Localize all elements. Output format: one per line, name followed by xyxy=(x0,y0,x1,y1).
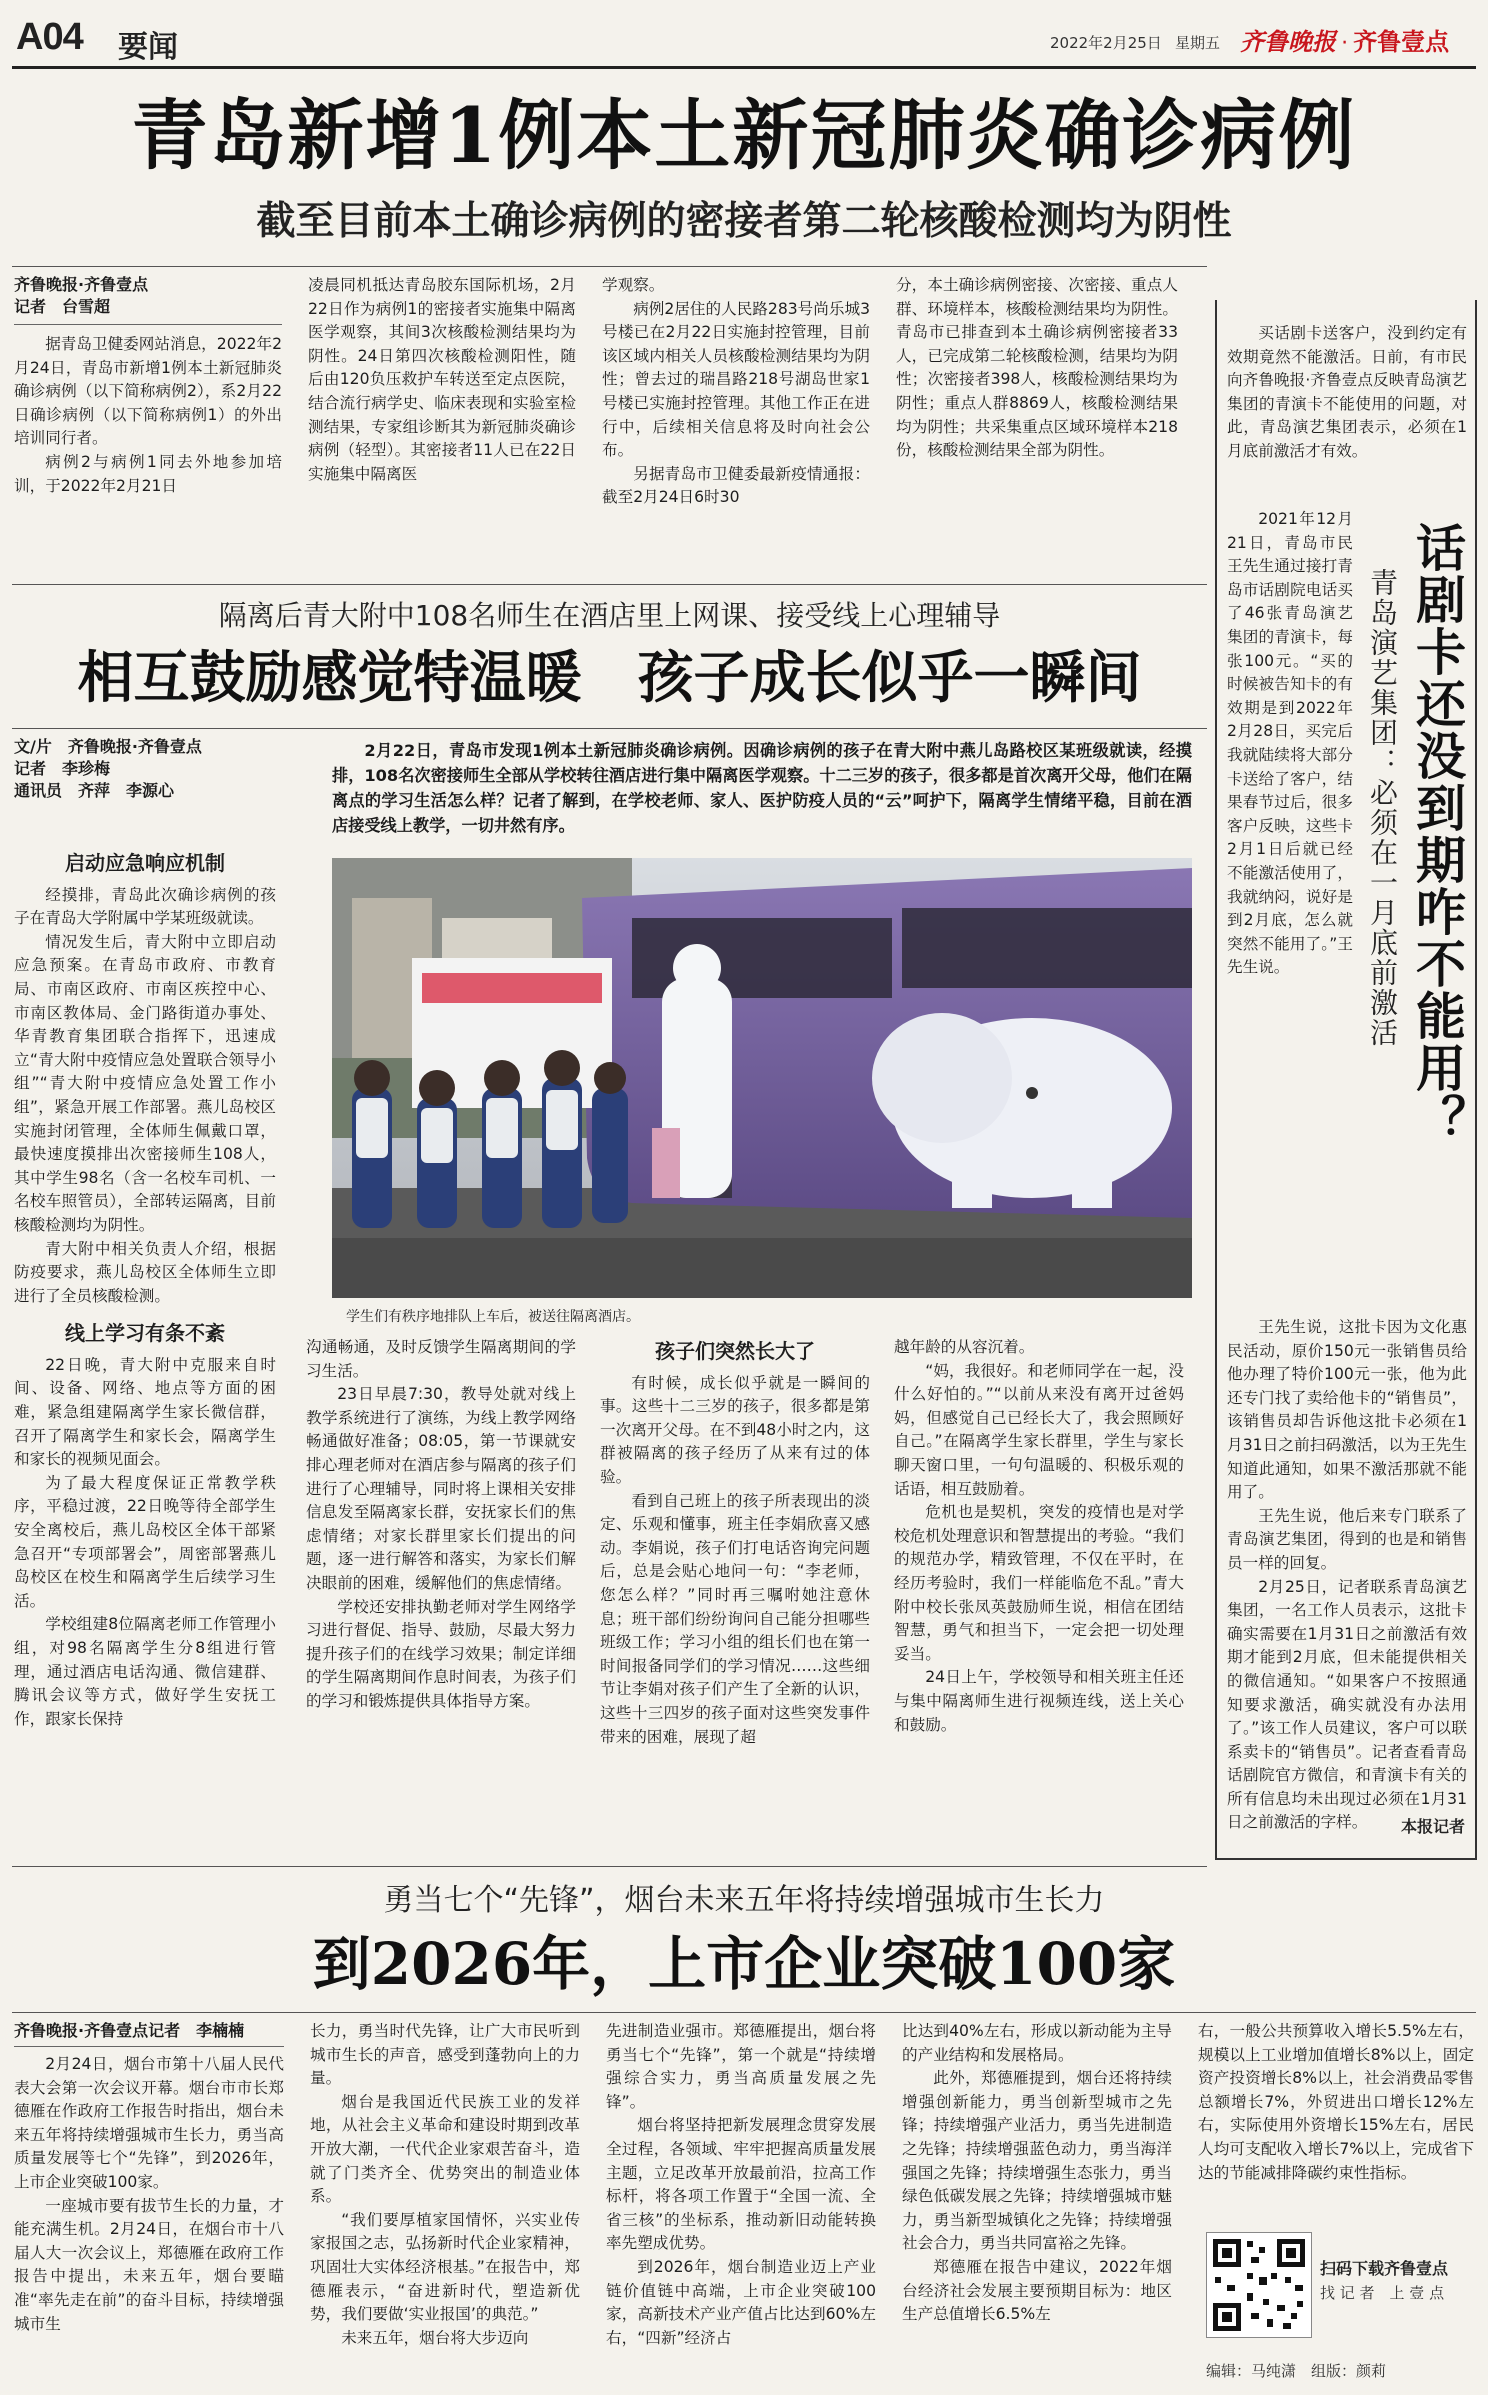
section-subhead: 线上学习有条不紊 xyxy=(65,1321,225,1346)
story3-headline: 到2026年，上市企业突破100家 xyxy=(312,1930,1176,1998)
paragraph: 学校组建8位隔离老师工作管理小组，对98名隔离学生分8组进行管理，通过酒店电话沟通、微信建群、腾讯会议等方式，做好学生安抚工作，跟家长保持 xyxy=(14,1615,276,1728)
story2-column-4 xyxy=(894,1336,1184,1856)
story3-column-2 xyxy=(310,2020,580,2392)
qr-code[interactable] xyxy=(1206,2232,1312,2338)
story3-column-5 xyxy=(1198,2020,1474,2200)
sidebar-intro xyxy=(1227,322,1467,502)
editor-credits: 编辑：马纯潇 组版：颜莉 xyxy=(1206,2362,1387,2380)
paragraph: 一座城市要有拔节生长的力量，才能充满生机。2月24日，在烟台市十八届人大一次会议上，郑德雁在政府工作报告中提出，未来五年，烟台要瞄准“率先走在前”的奋斗目标，持续增强城市生 xyxy=(14,2196,284,2333)
story1-top-rule xyxy=(12,266,1207,267)
paragraph: 郑德雁在报告中建议，2022年烟台经济社会发展主要预期目标为：地区生产总值增长6.5%左 xyxy=(902,2257,1172,2324)
paragraph: 为了最大程度保证正常教学秩序，平稳过渡，22日晚等待全部学生安全离校后，燕儿岛校区全体干部紧急召开“专项部署会”，周密部署燕儿岛校区在校生和隔离学生后续学习生活。 xyxy=(14,1473,276,1610)
paragraph: 情况发生后，青大附中立即启动应急预案。在青岛市政府、市教育局、市南区政府、市南区疾控中心、市南区教体局、金门路街道办事处、华青教育集团联合指挥下，迅速成立“青大附中疫情应急处置联合领导小组”“青大附中疫情应急处置工作小组”，紧急开展工作部署。燕儿岛校区实施封闭管理，全体师生佩戴口罩，最快速度摸排出次密接师生108人，其中学生98名（含一名校车司机、一名校车照管员），全部转运隔离，目前核酸检测均为阴性。 xyxy=(14,932,276,1234)
paragraph: 病例2居住的人民路283号尚乐城3号楼已在2月22日实施封控管理，目前该区域内相关人员核酸检测结果均为阴性；曾去过的瑞昌路218号湖岛世家1号楼已实施封控管理。其他工作正在进行中，后续相关信息将及时向社会公布。 xyxy=(602,299,870,460)
story2-kicker: 隔离后青大附中108名师生在酒店里上网课、接受线上心理辅导 xyxy=(218,599,1001,632)
paragraph: 另据青岛市卫健委最新疫情通报：截至2月24日6时30 xyxy=(602,464,870,507)
story1-column-4 xyxy=(896,274,1178,574)
page-number: A04 xyxy=(16,16,83,58)
paragraph: 先进制造业强市。郑德雁提出，烟台将勇当七个“先锋”，第一个就是“持续增强综合实力，勇当高质量发展之先锋”。 xyxy=(606,2022,876,2111)
paragraph: 比达到40%左右，形成以新动能为主导的产业结构和发展格局。 xyxy=(902,2022,1172,2064)
lead-paragraph: 2月22日，青岛市发现1例本土新冠肺炎确诊病例。因确诊病例的孩子在青大附中燕儿岛路校区某班级就读，经摸排，108名次密接师生全部从学校转往酒店进行集中隔离医学观察。十二三岁的孩子，很多都是首次离开父母，他们在隔离点的学习生活怎么样？记者了解到，在学校老师、家人、医护防疫人员的“云”呵护下，隔离学生情绪平稳，目前在酒店接受线上教学，一切井然有序。 xyxy=(332,741,1192,835)
paragraph: 此外，郑德雁提到，烟台还将持续增强创新能力，勇当创新型城市之先锋；持续增强产业活力，勇当先进制造之先锋；持续增强蓝色动力，勇当海洋强国之先锋；持续增强生态张力，勇当绿色低碳发展之先锋；持续增强城市魅力，勇当新型城镇化之先锋；持续增强社会合力，勇当共同富裕之先锋。 xyxy=(902,2069,1172,2253)
paragraph: 凌晨同机抵达青岛胶东国际机场，2月22日作为病例1的密接者实施集中隔离医学观察，其间3次核酸检测结果均为阴性。24日第四次核酸检测阳性，随后由120负压救护车转送至定点医院，结合流行病学史、临床表现和实验室检测结果，专家组诊断其为新冠肺炎确诊病例（轻型）。其密接者11人已在22日实施集中隔离医 xyxy=(308,276,576,483)
paragraph: 未来五年，烟台将大步迈向 xyxy=(341,2328,529,2347)
brand-name-2: 齐鲁壹点 xyxy=(1353,28,1450,56)
paragraph: “我们要厚植家国情怀，兴实业传家报国之志，弘扬新时代企业家精神，巩固壮大实体经济根基。”在报告中，郑德雁表示，“奋进新时代，塑造新优势，我们要做‘实业报国’的典范。” xyxy=(310,2210,580,2324)
story3-top-rule xyxy=(12,2012,1476,2013)
paragraph: 沟通畅通，及时反馈学生隔离期间的学习生活。 xyxy=(306,1338,576,1380)
story2-byline xyxy=(14,736,314,802)
section-subhead: 孩子们突然长大了 xyxy=(655,1339,815,1363)
paragraph: 分，本土确诊病例密接、次密接、重点人群、环境样本，核酸检测结果均为阴性。青岛市已排查到本土确诊病例密接者33人，已完成第二轮核酸检测，结果均为阴性；次密接者398人，核酸检测结果均为阴性；重点人群8869人，核酸检测结果均为阴性；共采集重点区域环境样本218份，核酸检测结果全部为阴性。 xyxy=(896,276,1178,460)
brand-name-1: 齐鲁晚报 xyxy=(1240,27,1336,56)
story2-photo xyxy=(332,858,1192,1298)
paragraph: 学校还安排执勤老师对学生网络学习进行督促、指导、鼓励，尽最大努力提升孩子们的在线学习效果；制定详细的学生隔离期间作息时间表，为孩子们的学习和锻炼提供具体指导方案。 xyxy=(306,1597,576,1710)
story2-headline: 相互鼓励感觉特温暖 孩子成长似乎一瞬间 xyxy=(77,645,1142,711)
paragraph: 学观察。 xyxy=(602,276,665,294)
bus-photo-illustration xyxy=(332,858,1192,1298)
sidebar-headline: 话剧卡还没到期咋不能用？ xyxy=(1408,522,1467,1146)
paragraph: 2月24日，烟台市第十八届人民代表大会第一次会议开幕。烟台市市长郑德雁在作政府工作报告时指出，烟台未来五年将持续增强城市生长力，勇当高质量发展等七个“先锋”，到2026年，上市企业突破100家。 xyxy=(14,2055,284,2191)
byline-line: 记者 李珍梅 xyxy=(14,759,111,778)
paragraph: 王先生说，这批卡因为文化惠民活动，原价150元一张销售员给他办理了特价100元一张，他为此还专门找了卖给他卡的“销售员”，该销售员却告诉他这批卡必须在1月31日之前扫码激活，以为王先生知道此通知，如果不激活那就不能用了。 xyxy=(1227,1318,1467,1502)
masthead-rule xyxy=(12,66,1476,69)
story2-top-rule xyxy=(12,728,1207,729)
paragraph: 22日晚，青大附中克服来自时间、设备、网络、地点等方面的困难，紧急组建隔离学生家长微信群，召开了隔离学生和家长会，隔离学生和家长的视频见面会。 xyxy=(14,1355,276,1469)
story1-headline: 青岛新增1例本土新冠肺炎确诊病例 xyxy=(131,91,1357,180)
issue-date: 2022年2月25日 xyxy=(1050,34,1162,52)
paragraph: 经摸排，青岛此次确诊病例的孩子在青岛大学附属中学某班级就读。 xyxy=(14,885,276,928)
paragraph: 有时候，成长似乎就是一瞬间的事。这些十二三岁的孩子，很多都是第一次离开父母。在不到48小时之内，这群被隔离的孩子经历了从来有过的体验。 xyxy=(600,1373,870,1486)
paragraph: 看到自己班上的孩子所表现出的淡定、乐观和懂事，班主任李娟欣喜又感动。李娟说，孩子们打电话咨询完问题后，总是会贴心地问一句：“李老师，您怎么样？”同时再三嘱咐她注意休息；班干部们纷纷询问自己能分担哪些班级工作；学习小组的组长们也在第一时间报备同学们的学习情况……这些细节让李娟对孩子们产生了全新的认识，这些十三四岁的孩子面对这些突发事件带来的困难，展现了超 xyxy=(600,1491,870,1746)
paragraph: 24日上午，学校领导和相关班主任还与集中隔离师生进行视频连线，送上关心和鼓励。 xyxy=(894,1668,1184,1734)
story1-byline-1: 齐鲁晚报·齐鲁壹点 xyxy=(14,275,149,294)
story3-column-4 xyxy=(902,2020,1172,2392)
paragraph: 长力，勇当时代先锋，让广大市民听到城市生长的声音，感受到蓬勃向上的力量。 xyxy=(310,2022,580,2088)
paragraph: 2021年12月21日，青岛市民王先生通过接打青岛市话剧院电话买了46张青岛演艺集团的青演卡，每张100元。“买的时候被告知卡的有效期是到2022年2月28日，买完后我就陆续将大部分卡送给了客户，结果春节过后，很多客户反映，这些卡2月1日后就已经不能激活使用了，我就纳闷，说好是到2月底，怎么就突然不能用了。”王先生说。 xyxy=(1227,510,1353,977)
story2-column-3 xyxy=(600,1336,870,1856)
paragraph: 2月25日，记者联系青岛演艺集团，一名工作人员表示，这批卡确实需要在1月31日之前激活有效期才能到2月底，但未能提供相关的微信通知。“如果客户不按照通知要求激活，确实就没有办法用了。”该工作人员建议，客户可以联系卖卡的“销售员”。记者查看青岛话剧院官方微信，和青演卡有关的所有信息均未出现过必须在1月31日之前激活的字样。 xyxy=(1227,1577,1467,1832)
paragraph: 王先生说，他后来专门联系了青岛演艺集团，得到的也是和销售员一样的回复。 xyxy=(1227,1506,1467,1572)
brand-logo: 齐鲁晚报 · 齐鲁壹点 xyxy=(1240,27,1450,56)
story1-bottom-rule xyxy=(12,584,1207,585)
paragraph: 青大附中相关负责人介绍，根据防疫要求，燕儿岛校区全体师生立即进行了全员核酸检测。 xyxy=(14,1239,276,1305)
sidebar-subhead: 青岛演艺集团：必须在一月底前激活 xyxy=(1366,568,1399,1048)
paragraph: 到2026年，烟台制造业迈上产业链价值链中高端，上市企业突破100家，高新技术产业产值占比达到60%左右，“四新”经济占 xyxy=(606,2257,876,2347)
qr-code-icon xyxy=(1207,2233,1311,2337)
paragraph: 越年龄的从容沉着。 xyxy=(894,1338,1035,1356)
qr-label: 扫码下载齐鲁壹点 xyxy=(1320,2259,1449,2278)
story3-column-1 xyxy=(14,2020,284,2392)
paragraph: 烟台将坚持把新发展理念贯穿发展全过程，各领域、牢牢把握高质量发展主题，立足改革开放最前沿，拉高工作标杆，将各项工作置于“全国一流、全省三核”的坐标系，推动新旧动能转换率先塑成优势。 xyxy=(606,2116,876,2253)
paragraph: 右，一般公共预算收入增长5.5%左右，规模以上工业增加值增长8%以上，固定资产投资增长8%以上，社会消费品零售总额增长7%，外贸进出口增长12%左右，实际使用外资增长15%左右，居民人均可支配收入增长7%以上，完成省下达的节能减排降碳约束性指标。 xyxy=(1198,2022,1474,2182)
story1-byline-2: 记者 台雪超 xyxy=(14,297,111,316)
paragraph: 23日早晨7:30，教导处就对线上教学系统进行了演练，为线上教学网络畅通做好准备；08:05，第一节课就安排心理老师对在酒店参与隔离的孩子们进行了心理辅导，同时将上课相关安排信息发至隔离家长群，安抚家长们的焦虑情绪；对家长群里家长们提出的问题，逐一进行解答和落实，为家长们解决眼前的困难，缓解他们的焦虑情绪。 xyxy=(306,1385,576,1592)
section-subhead: 启动应急响应机制 xyxy=(65,851,225,875)
story3-kicker: 勇当七个“先锋”，烟台未来五年将持续增强城市生长力 xyxy=(383,1883,1105,1918)
story2-lead xyxy=(332,738,1192,838)
byline-line: 通讯员 齐萍 李源心 xyxy=(14,781,175,800)
story1-column-3 xyxy=(602,274,870,574)
paragraph: 烟台是我国近代民族工业的发祥地，从社会主义革命和建设时期到改革开放大潮，一代代企业家艰苦奋斗，造就了门类齐全、优势突出的制造业体系。 xyxy=(310,2092,580,2206)
story2-column-2 xyxy=(306,1336,576,1856)
paragraph: 病例2与病例1同去外地参加培训，于2022年2月21日 xyxy=(14,452,282,495)
sidebar-signoff: 本报记者 xyxy=(1400,1817,1465,1836)
qr-sublabel: 找 记 者 上 壹 点 xyxy=(1320,2284,1445,2302)
paragraph: 买话剧卡送客户，没到约定有效期竟然不能激活。日前，有市民向齐鲁晚报·齐鲁壹点反映青岛演艺集团的青演卡不能使用的问题，对此，青岛演艺集团表示，必须在1月底前激活才有效。 xyxy=(1227,324,1467,460)
paragraph: 据青岛卫健委网站消息，2022年2月24日，青岛市新增1例本土新冠肺炎确诊病例（以下简称病例2），系2月22日确诊病例（以下简称病例1）的外出培训同行者。 xyxy=(14,335,282,448)
section-name: 要闻 xyxy=(118,30,178,65)
story1-column-1 xyxy=(14,274,282,574)
paragraph: “妈，我很好。和老师同学在一起，没什么好怕的。”“以前从来没有离开过爸妈妈，但感觉自己已经长大了，我会照顾好自己。”在隔离学生家长群里，学生与家长聊天窗口里，一句句温暖的、积极乐观的话语，相互鼓励着。 xyxy=(894,1361,1184,1498)
story2-column-1 xyxy=(14,846,276,1856)
sidebar-box xyxy=(1215,300,1477,1860)
story2-bottom-rule xyxy=(12,1866,1207,1867)
masthead xyxy=(0,0,1488,70)
byline-line: 文/片 齐鲁晚报·齐鲁壹点 xyxy=(14,737,202,756)
story3-column-3 xyxy=(606,2020,876,2392)
story1-subheadline: 截至目前本土确诊病例的密接者第二轮核酸检测均为阴性 xyxy=(256,199,1232,244)
sidebar-narrow-column xyxy=(1227,508,1353,1308)
paragraph: 危机也是契机，突发的疫情也是对学校危机处理意识和智慧提出的考验。“我们的规范办学，精致管理，不仅在平时，在经历考验时，我们一样能临危不乱。”青大附中校长张凤英鼓励师生说，相信在团结智慧，勇气和担当下，一定会把一切处理妥当。 xyxy=(894,1503,1184,1663)
photo-caption: 学生们有秩序地排队上车后，被送往隔离酒店。 xyxy=(346,1309,640,1325)
issue-weekday: 星期五 xyxy=(1175,34,1221,52)
story3-byline: 齐鲁晚报·齐鲁壹点记者 李楠楠 xyxy=(14,2021,245,2040)
story1-column-2 xyxy=(308,274,576,574)
